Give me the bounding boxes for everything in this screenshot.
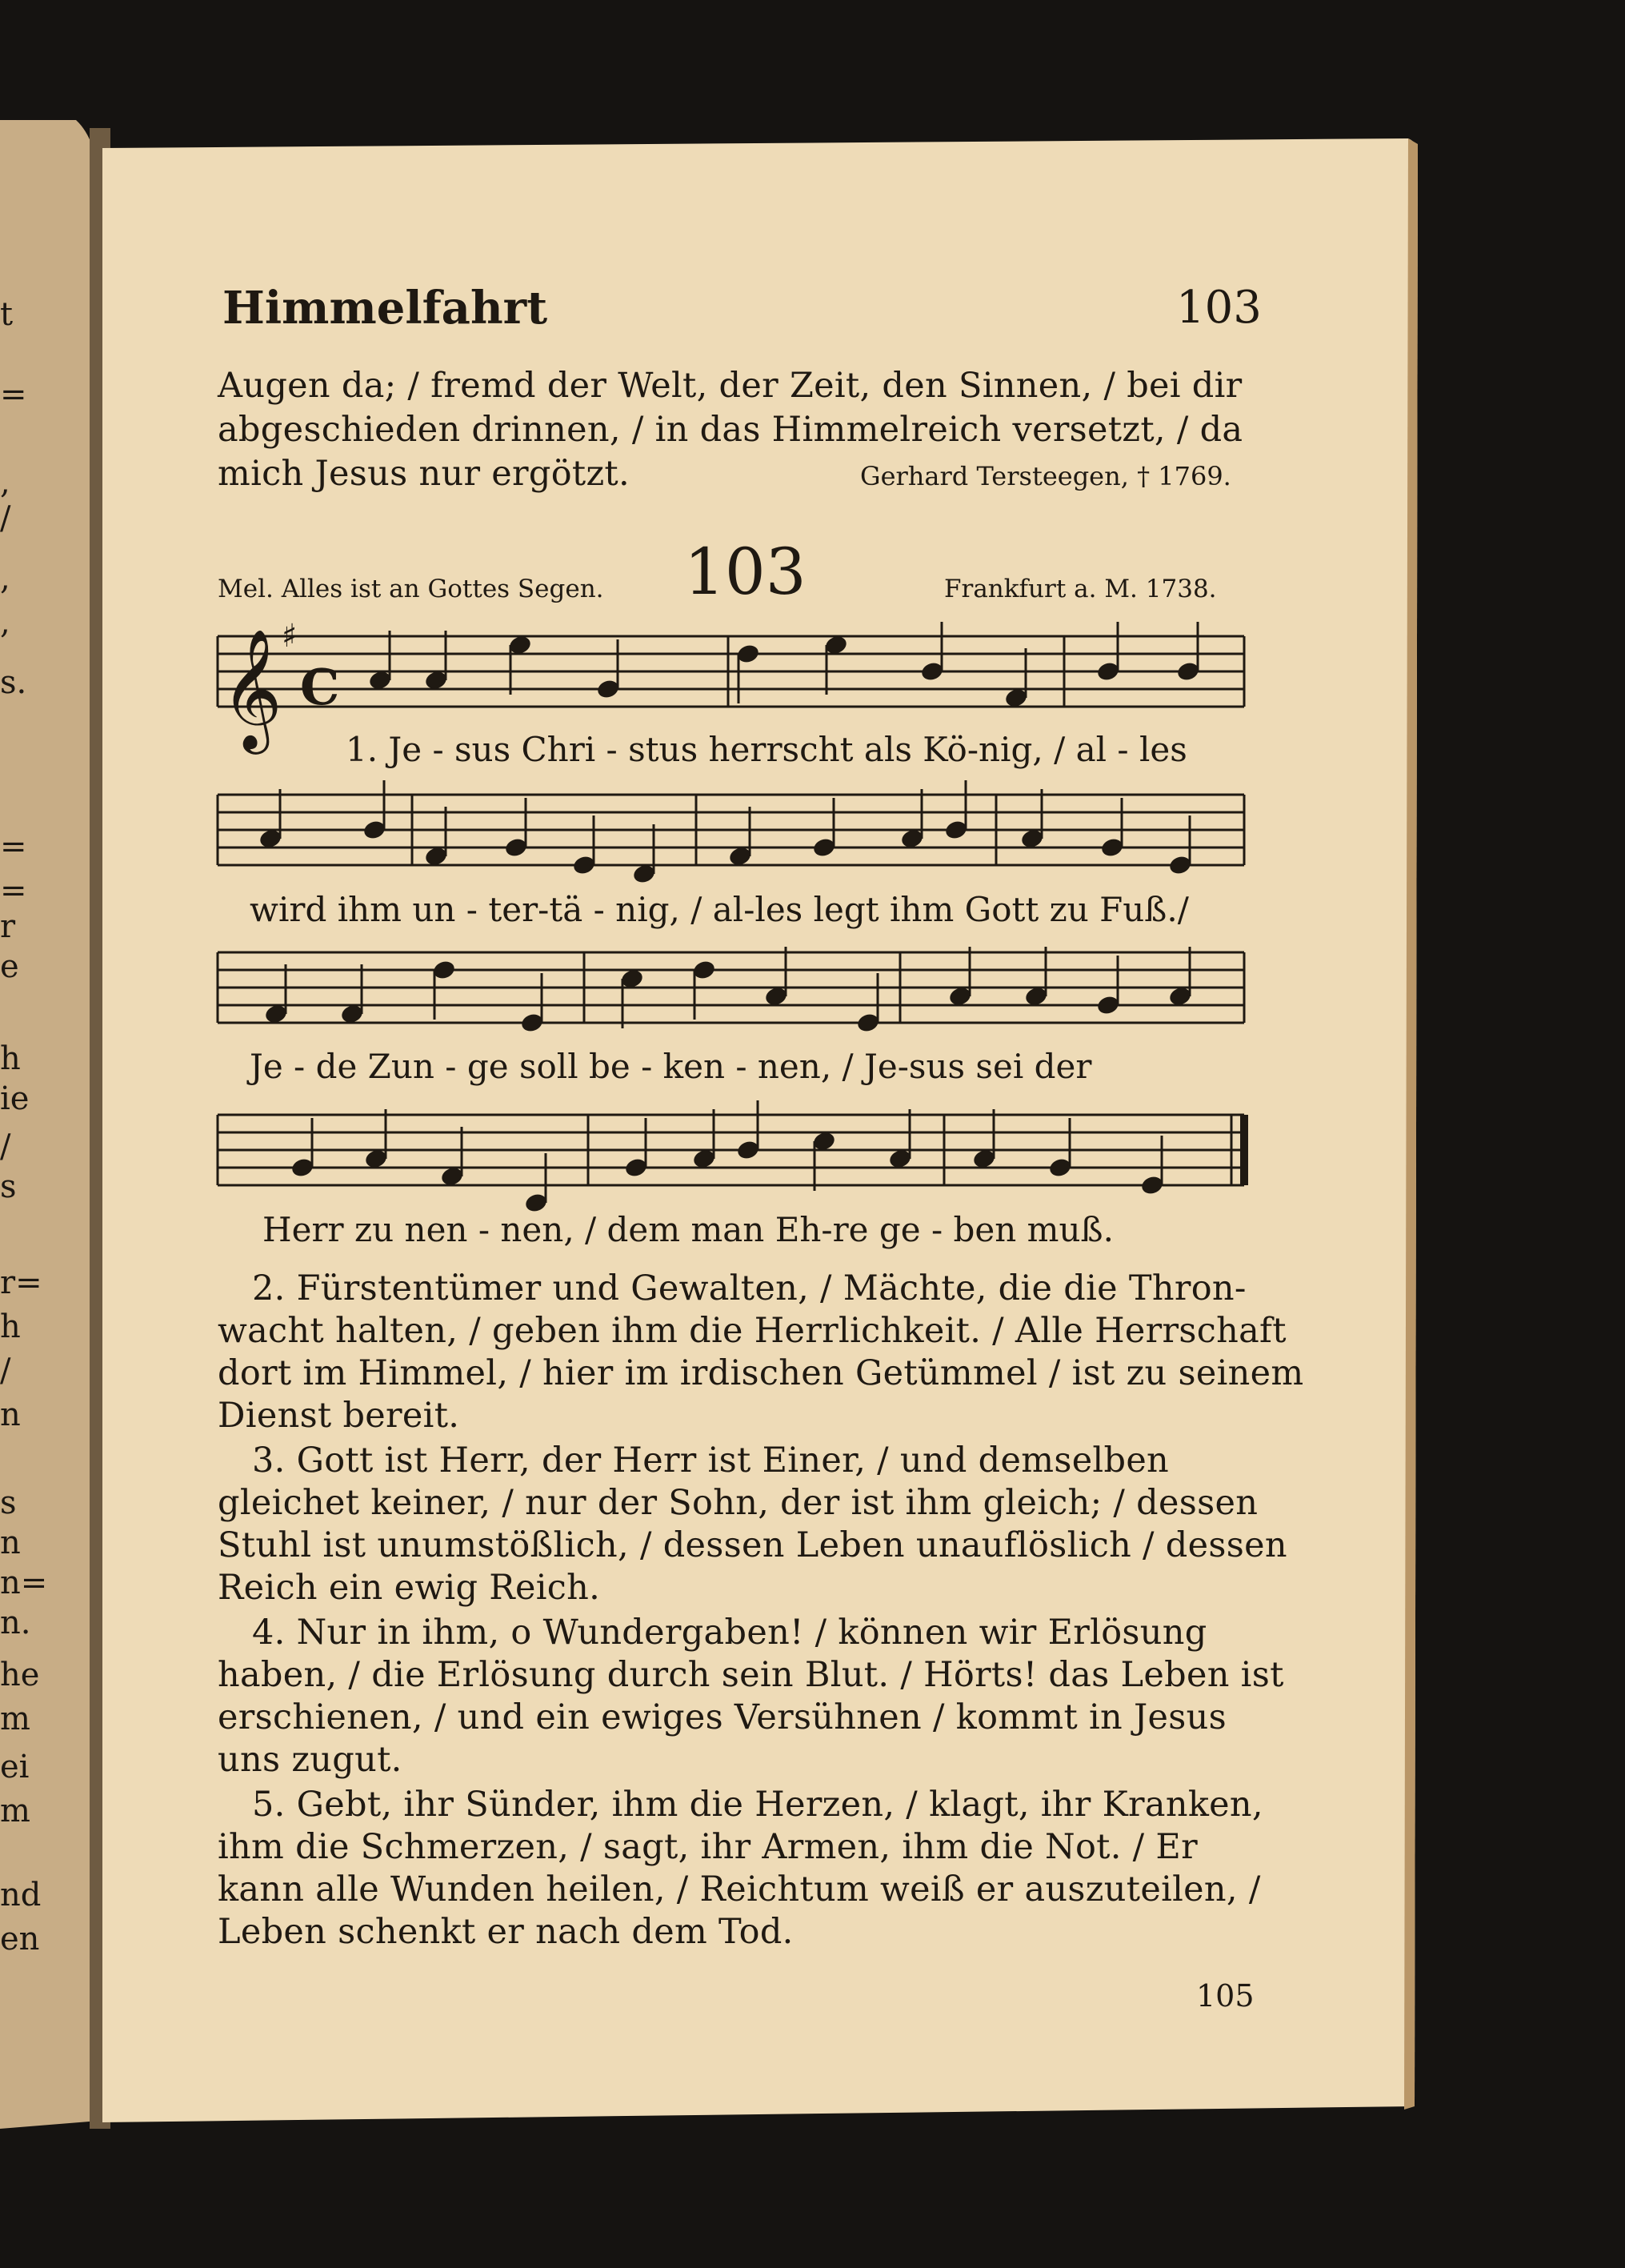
left-page-fragment: /: [0, 1128, 11, 1165]
verse-line: ihm die Schmerzen, / sagt, ihr Armen, ihm die Not. / Er: [218, 1827, 1198, 1867]
left-page-fragment: ,: [0, 560, 10, 597]
footer-page-number: 105: [1196, 1978, 1255, 2014]
verse-line: gleichet keiner, / nur der Sohn, der ist ihm gleich; / dessen: [218, 1483, 1259, 1523]
left-page-fragment: n: [0, 1396, 21, 1433]
melody-reference: Mel. Alles ist an Gottes Segen.: [218, 575, 604, 603]
left-page-fragment: nd: [0, 1877, 42, 1913]
prev-hymn-line: Augen da; / fremd der Welt, der Zeit, den Sinnen, / bei dir: [218, 366, 1243, 406]
left-page-fragment: h: [0, 1308, 21, 1345]
verse-line: 3. Gott ist Herr, der Herr ist Einer, / und demselben: [252, 1441, 1170, 1481]
left-page-fragment: s: [0, 1168, 17, 1205]
verse-line: dort im Himmel, / hier im irdischen Getümmel / ist zu seinem: [218, 1353, 1304, 1393]
key-signature-sharp: ♯: [282, 618, 298, 655]
treble-clef: 𝄞: [221, 627, 282, 749]
verse-line: Reich ein ewig Reich.: [218, 1568, 601, 1608]
left-page-fragment: en: [0, 1921, 40, 1957]
verse-line: wacht halten, / geben ihm die Herrlichkeit. / Alle Herrschaft: [218, 1311, 1287, 1351]
left-page-fragment: s: [0, 1485, 17, 1521]
left-page-fragment: =: [0, 376, 27, 413]
left-page-fragment: /: [0, 500, 11, 537]
left-page-fragment: =: [0, 828, 27, 865]
time-signature: C: [300, 658, 340, 716]
left-page-fragment: ie: [0, 1080, 30, 1117]
verse-line: 2. Fürstentümer und Gewalten, / Mächte, die die Thron-: [252, 1268, 1247, 1308]
left-page-fragment: =: [0, 872, 27, 909]
prev-hymn-line: abgeschieden drinnen, / in das Himmelreich versetzt, / da: [218, 410, 1243, 450]
left-page-fragment: ei: [0, 1749, 30, 1785]
lyric-line: Herr zu nen - nen, / dem man Eh-re ge - ben muß.: [262, 1210, 1114, 1249]
left-page-fragment: r: [0, 908, 16, 945]
left-page-fragment: m: [0, 1793, 30, 1829]
verse-line: uns zugut.: [218, 1740, 402, 1780]
verse-line: kann alle Wunden heilen, / Reichtum weiß er auszuteilen, /: [218, 1869, 1261, 1909]
left-page-fragment: h: [0, 1040, 21, 1077]
hymn-number: 103: [684, 535, 806, 609]
page-number: 103: [1176, 282, 1262, 334]
left-page-fragment: n: [0, 1525, 21, 1561]
left-page-fragment: e: [0, 948, 19, 985]
left-page-fragment: /: [0, 1352, 11, 1389]
left-page-fragment: t: [0, 296, 14, 333]
verse-line: Leben schenkt er nach dem Tod.: [218, 1912, 794, 1952]
hymn-origin: Frankfurt a. M. 1738.: [944, 575, 1217, 603]
left-page-fragment: n.: [0, 1605, 31, 1641]
left-page-fragment: ,: [0, 604, 10, 641]
verse-line: 4. Nur in ihm, o Wundergaben! / können wir Erlösung: [252, 1613, 1207, 1653]
verse-line: 5. Gebt, ihr Sünder, ihm die Herzen, / klagt, ihr Kranken,: [252, 1785, 1263, 1825]
verse-line: erschienen, / und ein ewiges Versühnen / kommt in Jesus: [218, 1697, 1227, 1737]
verse-line: haben, / die Erlösung durch sein Blut. / Hörts! das Leben ist: [218, 1655, 1284, 1695]
prev-hymn-author: Gerhard Tersteegen, † 1769.: [860, 461, 1231, 491]
lyric-line: Je - de Zun - ge soll be - ken - nen, / Je-sus sei der: [250, 1047, 1092, 1086]
left-page-fragment: s.: [0, 664, 27, 701]
left-page-fragment: m: [0, 1701, 30, 1737]
page-title: Himmelfahrt: [222, 282, 548, 335]
left-page-fragment: ,: [0, 464, 10, 501]
verse-line: Dienst bereit.: [218, 1396, 460, 1436]
lyric-line: wird ihm un - ter-tä - nig, / al-les legt ihm Gott zu Fuß./: [250, 890, 1189, 929]
left-page-fragment: n=: [0, 1565, 48, 1601]
lyric-line: 1. Je - sus Chri - stus herrscht als Kö-nig, / al - les: [346, 730, 1187, 769]
verse-line: Stuhl ist unumstößlich, / dessen Leben unauflöslich / dessen: [218, 1525, 1287, 1565]
prev-hymn-line: mich Jesus nur ergötzt.: [218, 454, 630, 494]
left-page-fragment: r=: [0, 1264, 42, 1301]
left-page-fragment: he: [0, 1657, 40, 1693]
